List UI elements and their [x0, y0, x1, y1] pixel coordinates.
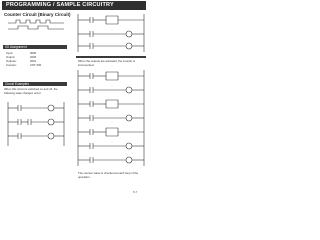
header-title: PROGRAMMING / SAMPLE CIRCUITRY	[6, 2, 114, 8]
section-title: Counter Circuit (Binary Circuit)	[4, 12, 71, 17]
io-val-outputs: 0201	[30, 59, 37, 63]
io-assignment-bar	[3, 45, 67, 49]
timing-diagram	[6, 19, 68, 33]
left-paragraph: When this circuit is switched on and off, the following state changes occur.	[4, 87, 58, 95]
io-row-input: Input:	[6, 51, 13, 55]
right-ladder-diagram-top	[76, 14, 146, 52]
io-row-counter: Counter:	[6, 63, 17, 67]
header-bar	[2, 1, 146, 10]
io-val-counter: CNT 000	[30, 63, 42, 67]
right-divider-bar	[76, 56, 146, 58]
right-paragraph: When the outputs are activated, the counter is incremented.	[78, 59, 136, 67]
circuit-examples-label: Circuit Examples	[5, 82, 29, 86]
left-ladder-diagram	[6, 102, 66, 146]
io-row-outputs: Outputs:	[6, 59, 17, 63]
io-assignment-label: I/O Assignment	[5, 45, 27, 49]
manual-page	[0, 0, 149, 198]
page-number: 5-7	[133, 190, 138, 194]
right-ladder-diagram-bottom	[76, 70, 146, 166]
io-val-input: 0000	[30, 51, 37, 55]
io-val-output: 0200	[30, 55, 37, 59]
io-row-output: Output:	[6, 55, 16, 59]
right-footnote: The counter value is checked at each step of the operation.	[78, 171, 139, 179]
circuit-examples-bar	[3, 82, 67, 86]
